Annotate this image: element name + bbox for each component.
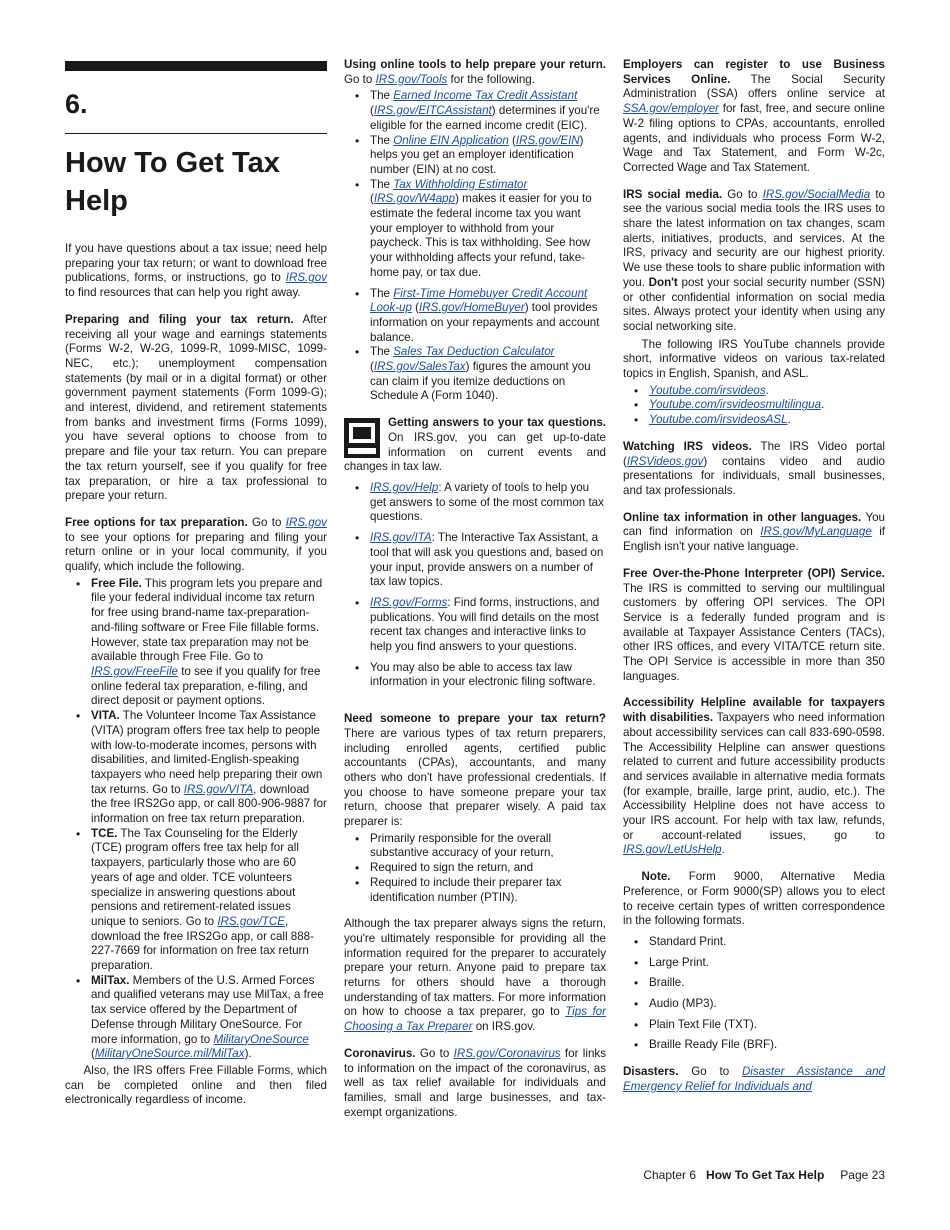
section-heading: Preparing and filing your tax return. — [65, 312, 294, 326]
irs-gov-link[interactable]: IRS.gov — [285, 271, 327, 285]
list-item-free-file: • Free File. This program lets you prepare and file your federal individual income tax return for free using brand-name tax-preparation-and-filing software or Free File fillable forms. However, state tax preparation may not be available through Free File. Go to IRS.gov/FreeFile to see if you qualify for free online federal tax preparation, e-filing, and direct deposit or payment options. — [65, 577, 327, 709]
languages-paragraph: Online tax information in other languages. You can find information on IRS.gov/MyLanguage if English isn't your native language. — [623, 510, 886, 554]
choosing-preparer-link[interactable]: Tips for Choosing a Tax Preparer — [344, 1005, 606, 1034]
intro-paragraph: If you have questions about a tax issue; need help preparing your tax return; or want to download free publications, forms, or instructions, go to IRS.gov to find resources that can help you right away. — [65, 242, 327, 300]
tce-link[interactable]: IRS.gov/TCE — [217, 914, 285, 928]
salestax-url-link[interactable]: IRS.gov/SalesTax — [373, 360, 466, 374]
employers-paragraph: Employers can register to use Business Services Online. The Social Security Administration (SSA) offers online service at SSA.gov/employer for fast, free, and secure online W-2 filing options to CPAs, accountants, enrolled agents, and individuals who process Form W-2, Wage and Tax Statement, and Form W-2c, Corrected Wage and Tax Statement. — [623, 58, 885, 174]
coronavirus-paragraph: Coronavirus. Go to IRS.gov/Coronavirus for links to information on the impact of the coronavirus, as well as tax relief available for individuals and families, small and large businesses, and tax-exempt organizations. — [344, 1046, 606, 1119]
column-3 — [623, 58, 885, 1095]
list-item-tce: • TCE. The Tax Counseling for the Elderly (TCE) program offers free tax help for all taxpayers, particularly those who are 60 years of age and older. TCE volunteers specialize in answering questions about pensions and retirement-related issues unique to seniors. Go to IRS.gov/TCE, download the free IRS2Go app, or call 888-227-7669 for information on free tax return preparation. — [65, 827, 327, 974]
preparing-filing-paragraph: Preparing and filing your tax return. After receiving all your wage and earnings statements (Forms W-2, W-2G, 1099-R, 1099-MISC, 1099-NEC, etc.); unemployment compensation statements (by mail or in a digital format) or other government payment statements (Form 1099-G); and interest, dividend, and retirement statements from banks and investment firms (Forms 1099), you have several options to choose from to prepare and file your tax return. You can prepare the tax return yourself, see if you qualify for free tax preparation, or hire a tax professional to prepare your return. — [65, 312, 327, 503]
list-item: • Required to include their preparer tax identification number (PTIN). — [344, 876, 606, 905]
list-item-ein: • The Online EIN Application (IRS.gov/EIN) helps you get an employer identification number (EIN) at no cost. — [344, 134, 606, 178]
homebuyer-lookup-link[interactable]: First-Time Homebuyer Credit Account Look-up — [370, 286, 588, 315]
answers-list — [344, 481, 606, 690]
w4app-link[interactable]: IRS.gov/W4app — [373, 192, 456, 206]
youtube-irsvideos-link[interactable]: Youtube.com/irsvideos — [649, 383, 766, 397]
social-media-link[interactable]: IRS.gov/SocialMedia — [762, 187, 871, 201]
list-item-ita: • IRS.gov/ITA: The Interactive Tax Assistant, a tool that will ask you questions and, based on your input, provide answers on a number of tax law topics. — [344, 531, 606, 590]
online-tools-paragraph: Using online tools to help prepare your return. Go to IRS.gov/Tools for the following. — [344, 58, 606, 86]
footer-chapter: Chapter 6 — [643, 1168, 697, 1182]
tools-link[interactable]: IRS.gov/Tools — [375, 72, 448, 86]
section-heading: Free options for tax preparation. — [65, 515, 248, 529]
chapter-title: How To Get Tax Help — [65, 147, 280, 217]
list-item-access: • You may also be able to access tax law information in your electronic filing software. — [344, 661, 606, 690]
footer-title: How To Get Tax Help — [706, 1168, 825, 1182]
list-item-forms: • IRS.gov/Forms: Find forms, instructions, and publications. You will find details on the most recent tax changes and interactive links to help you find answers to your questions. — [344, 596, 606, 655]
list-item-eitc: • The Earned Income Tax Credit Assistant (IRS.gov/EITCAssistant) determines if you're eligible for the earned income credit (EIC). — [344, 89, 606, 133]
list-item: • Audio (MP3). — [623, 997, 885, 1012]
online-tools-list — [344, 89, 606, 404]
media-formats-list — [623, 935, 885, 1053]
homebuyer-url-link[interactable]: IRS.gov/HomeBuyer — [419, 301, 525, 315]
list-item: • Required to sign the return, and — [344, 861, 606, 876]
disasters-paragraph: Disasters. Go to Disaster Assistance and Emergency Relief for Individuals and — [623, 1065, 885, 1093]
forms-link[interactable]: IRS.gov/Forms — [370, 595, 448, 609]
sales-tax-calculator-link[interactable]: Sales Tax Deduction Calculator — [393, 345, 555, 359]
accessibility-paragraph: Accessibility Helpline available for taxpayers with disabilities. Taxpayers who need information about accessibility services can call 833-690-0598. The Accessibility Helpline can answer questions related to current and future accessibility products and services available in alternative media formats (for example, braille, large print, audio, etc.). The Accessibility Helpline does not have access to your IRS account. For help with tax law, refunds, or account-related issues, go to IRS.gov/LetUsHelp. — [623, 696, 886, 857]
list-item: • Large Print. — [623, 956, 885, 971]
list-item-withholding: • The Tax Withholding Estimator (IRS.gov/W4app) makes it easier for you to estimate the federal income tax you want your employer to withhold from your paycheck. This is tax withholding. See how your withholding affects your refund, take-home pay, or tax due. — [344, 178, 606, 281]
youtube-multilingua-link[interactable]: Youtube.com/irsvideosmultilingua — [649, 398, 822, 412]
list-item: • Braille Ready File (BRF). — [623, 1038, 885, 1053]
free-fillable-paragraph: Also, the IRS offers Free Fillable Forms, which can be completed online and then filed electronically regardless of income. — [65, 1063, 327, 1107]
note-paragraph: Note. Form 9000, Alternative Media Preference, or Form 9000(SP) allows you to elect to receive certain types of written correspondence in the following formats. — [623, 870, 885, 928]
list-item: • Primarily responsible for the overall substantive accuracy of your return, — [344, 832, 606, 861]
military-onesource-link[interactable]: MilitaryOneSource — [213, 1032, 309, 1046]
irs-gov-link[interactable]: IRS.gov — [285, 515, 327, 529]
list-item: • Youtube.com/irsvideos. — [623, 384, 885, 399]
help-link[interactable]: IRS.gov/Help — [370, 480, 439, 494]
miltax-link[interactable]: MilitaryOneSource.mil/MilTax — [94, 1047, 245, 1061]
computer-icon — [344, 418, 380, 458]
chapter-number: 6. — [65, 89, 88, 119]
list-item: • Youtube.com/irsvideosmultilingua. — [623, 398, 885, 413]
vita-link[interactable]: IRS.gov/VITA — [183, 782, 254, 796]
column-1 — [65, 58, 327, 1108]
need-preparer-paragraph: Need someone to prepare your tax return? There are various types of tax return preparers, including enrolled agents, certified public accountants (CPAs), accountants, and many others who don't have professional credentials. If you choose to have someone prepare your tax return, choose that preparer wisely. A paid tax preparer is: — [344, 712, 606, 829]
list-item-homebuyer: • The First-Time Homebuyer Credit Account Look-up (IRS.gov/HomeBuyer) tool provides information on your repayments and account balance. — [344, 287, 606, 346]
irs-videos-link[interactable]: IRSVideos.gov — [626, 454, 704, 468]
disaster-assistance-link[interactable]: Disaster Assistance and Emergency Relief for Individuals and — [623, 1065, 885, 1093]
although-paragraph: Although the tax preparer always signs the return, you're ultimately responsible for providing all the information required for the preparer to accurately prepare your return. Anyone paid to prepare tax returns for others should have a thorough understanding of tax matters. For more information on how to choose a tax preparer, go to Tips for Choosing a Tax Preparer on IRS.gov. — [344, 917, 606, 1034]
opi-paragraph: Free Over-the-Phone Interpreter (OPI) Service. The IRS is committed to serving our multilingual customers by offering OPI services. The OPI Service is a federally funded program and is available at Taxpayer Assistance Centers (TACs), other IRS offices, and every VITA/TCE return site. The OPI Service is accessible in more than 350 languages. — [623, 566, 885, 683]
ein-url-link[interactable]: IRS.gov/EIN — [515, 133, 580, 147]
page-footer — [643, 1168, 885, 1183]
free-file-link[interactable]: IRS.gov/FreeFile — [91, 664, 178, 678]
list-item: • Plain Text File (TXT). — [623, 1018, 885, 1033]
preparer-requirements-list — [344, 832, 606, 906]
free-options-list — [65, 577, 327, 1062]
chapter-rule — [65, 133, 327, 134]
ita-link[interactable]: IRS.gov/ITA — [370, 531, 432, 545]
ein-application-link[interactable]: Online EIN Application — [393, 133, 509, 147]
social-media-paragraph: IRS social media. Go to IRS.gov/SocialMedia to see the various social media tools the IRS uses to share the latest information on tax changes, scam alerts, initiatives, products, and services. At the IRS, privacy and security are our highest priority. We use these tools to share public information with you. Don't post your social security number (SSN) or other confidential information on social media sites. Always protect your identity when using any social networking site. — [623, 187, 886, 333]
list-item: • Youtube.com/irsvideosASL. — [623, 413, 885, 428]
list-item-vita: • VITA. The Volunteer Income Tax Assistance (VITA) program offers free tax help to people with low-to-moderate incomes, persons with disabilities, and limited-English-speaking taxpayers who need help preparing their own tax returns. Go to IRS.gov/VITA, download the free IRS2Go app, or call 800-906-9887 for information on free tax return preparation. — [65, 709, 327, 827]
youtube-list — [623, 384, 885, 428]
youtube-asl-link[interactable]: Youtube.com/irsvideosASL — [649, 413, 788, 427]
getting-answers-block — [344, 416, 606, 475]
list-item-help: • IRS.gov/Help: A variety of tools to help you get answers to some of the most common tax questions. — [344, 481, 606, 525]
withholding-estimator-link[interactable]: Tax Withholding Estimator — [393, 177, 528, 191]
list-item-miltax: • MilTax. Members of the U.S. Armed Forces and qualified veterans may use MilTax, a free tax service offered by the Department of Defense through Military OneSource. For more information, go to MilitaryOneSource (MilitaryOneSource.mil/MilTax). — [65, 974, 327, 1062]
page-number: Page 23 — [840, 1168, 885, 1182]
my-language-link[interactable]: IRS.gov/MyLanguage — [760, 525, 872, 539]
column-2 — [344, 58, 606, 1120]
list-item-salestax: • The Sales Tax Deduction Calculator (IRS.gov/SalesTax) figures the amount you can claim if you itemize deductions on Schedule A (Form 1040). — [344, 345, 606, 404]
ssa-employer-link[interactable]: SSA.gov/employer — [623, 102, 720, 116]
free-options-paragraph: Free options for tax preparation. Go to IRS.gov to see your options for preparing and filing your return online or in your local community, if you qualify, which include the following. — [65, 515, 327, 574]
chapter-bar — [65, 61, 327, 71]
watching-videos-paragraph: Watching IRS videos. The IRS Video portal (IRSVideos.gov) contains video and audio presentations for individuals, small businesses, and tax professionals. — [623, 439, 885, 497]
coronavirus-link[interactable]: IRS.gov/Coronavirus — [453, 1046, 561, 1060]
youtube-intro-paragraph: The following IRS YouTube channels provide short, informative videos on various tax-related topics in English, Spanish, and ASL. — [623, 337, 885, 381]
let-us-help-link[interactable]: IRS.gov/LetUsHelp — [623, 843, 722, 857]
getting-answers-paragraph: Getting answers to your tax questions. On IRS.gov, you can get up-to-date information on current events and changes in tax law. — [344, 416, 606, 474]
eitc-assistant-url-link[interactable]: IRS.gov/EITCAssistant — [373, 104, 492, 118]
list-item: • Braille. — [623, 976, 885, 991]
list-item: • Standard Print. — [623, 935, 885, 950]
eitc-assistant-link[interactable]: Earned Income Tax Credit Assistant — [393, 89, 578, 103]
